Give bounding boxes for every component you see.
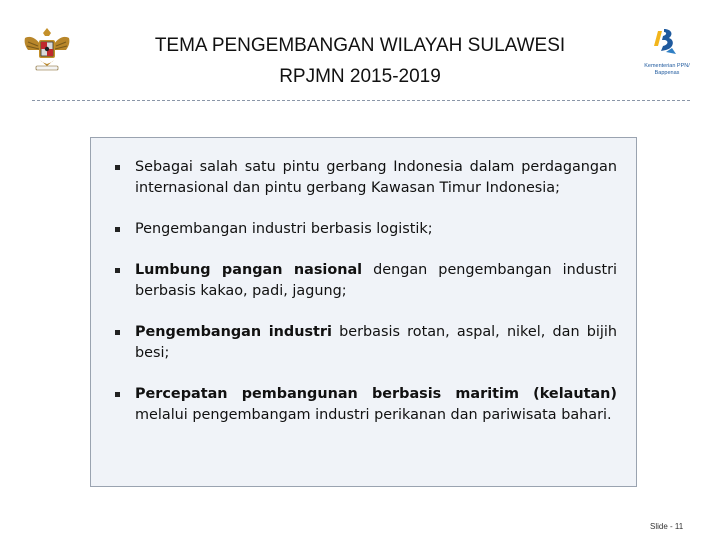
page-title [90, 30, 630, 92]
bullet-plain-text: Pengembangan industri berbasis logistik; [135, 221, 433, 237]
bullet-marker-icon [115, 392, 120, 397]
bullet-item [115, 384, 617, 426]
bappenas-logo-icon [636, 26, 698, 76]
bullet-text [135, 159, 617, 196]
bullet-item [115, 157, 617, 199]
bullet-item [115, 260, 617, 302]
header-divider [32, 100, 690, 101]
bappenas-text-line-1: Kementerian PPN/ [644, 63, 690, 69]
bappenas-text-line-2: Bappenas [654, 70, 680, 76]
bullet-item [115, 219, 617, 240]
bullet-bold-text: Pengembangan industri [135, 324, 332, 340]
bullet-text: Pengembangan industri berbasis rotan, aspal, nikel, dan bijih besi; [135, 324, 617, 361]
title-line-1: TEMA PENGEMBANGAN WILAYAH SULAWESI [154, 35, 566, 56]
bullet-marker-icon [115, 227, 120, 232]
bullet-marker-icon [115, 165, 120, 170]
bullet-text: Lumbung pangan nasional dengan pengembangan industri berbasis kakao, padi, jagung; [135, 262, 617, 299]
bullet-plain-text: Sebagai salah satu pintu gerbang Indonesia dalam perdagangan internasional dan pintu gerbang Kawasan Timur Indonesia; [135, 159, 617, 196]
content-panel [90, 137, 637, 487]
slide-number: Slide - 11 [650, 522, 684, 531]
title-line-2: RPJMN 2015-2019 [279, 66, 441, 87]
bappenas-mark-icon [636, 26, 698, 58]
bullet-bold-text: Percepatan pembangunan berbasis maritim (kelautan) [135, 386, 617, 402]
garuda-emblem-icon [22, 24, 72, 74]
bullet-text [135, 221, 433, 237]
bullet-text: Percepatan pembangunan berbasis maritim (kelautan) melalui pengembangam industri perikanan dan pariwisata bahari. [135, 386, 617, 423]
bullet-list [115, 157, 617, 446]
bullet-bold-text: Lumbung pangan nasional [135, 262, 363, 278]
bullet-marker-icon [115, 268, 120, 273]
bullet-item [115, 322, 617, 364]
bullet-marker-icon [115, 330, 120, 335]
